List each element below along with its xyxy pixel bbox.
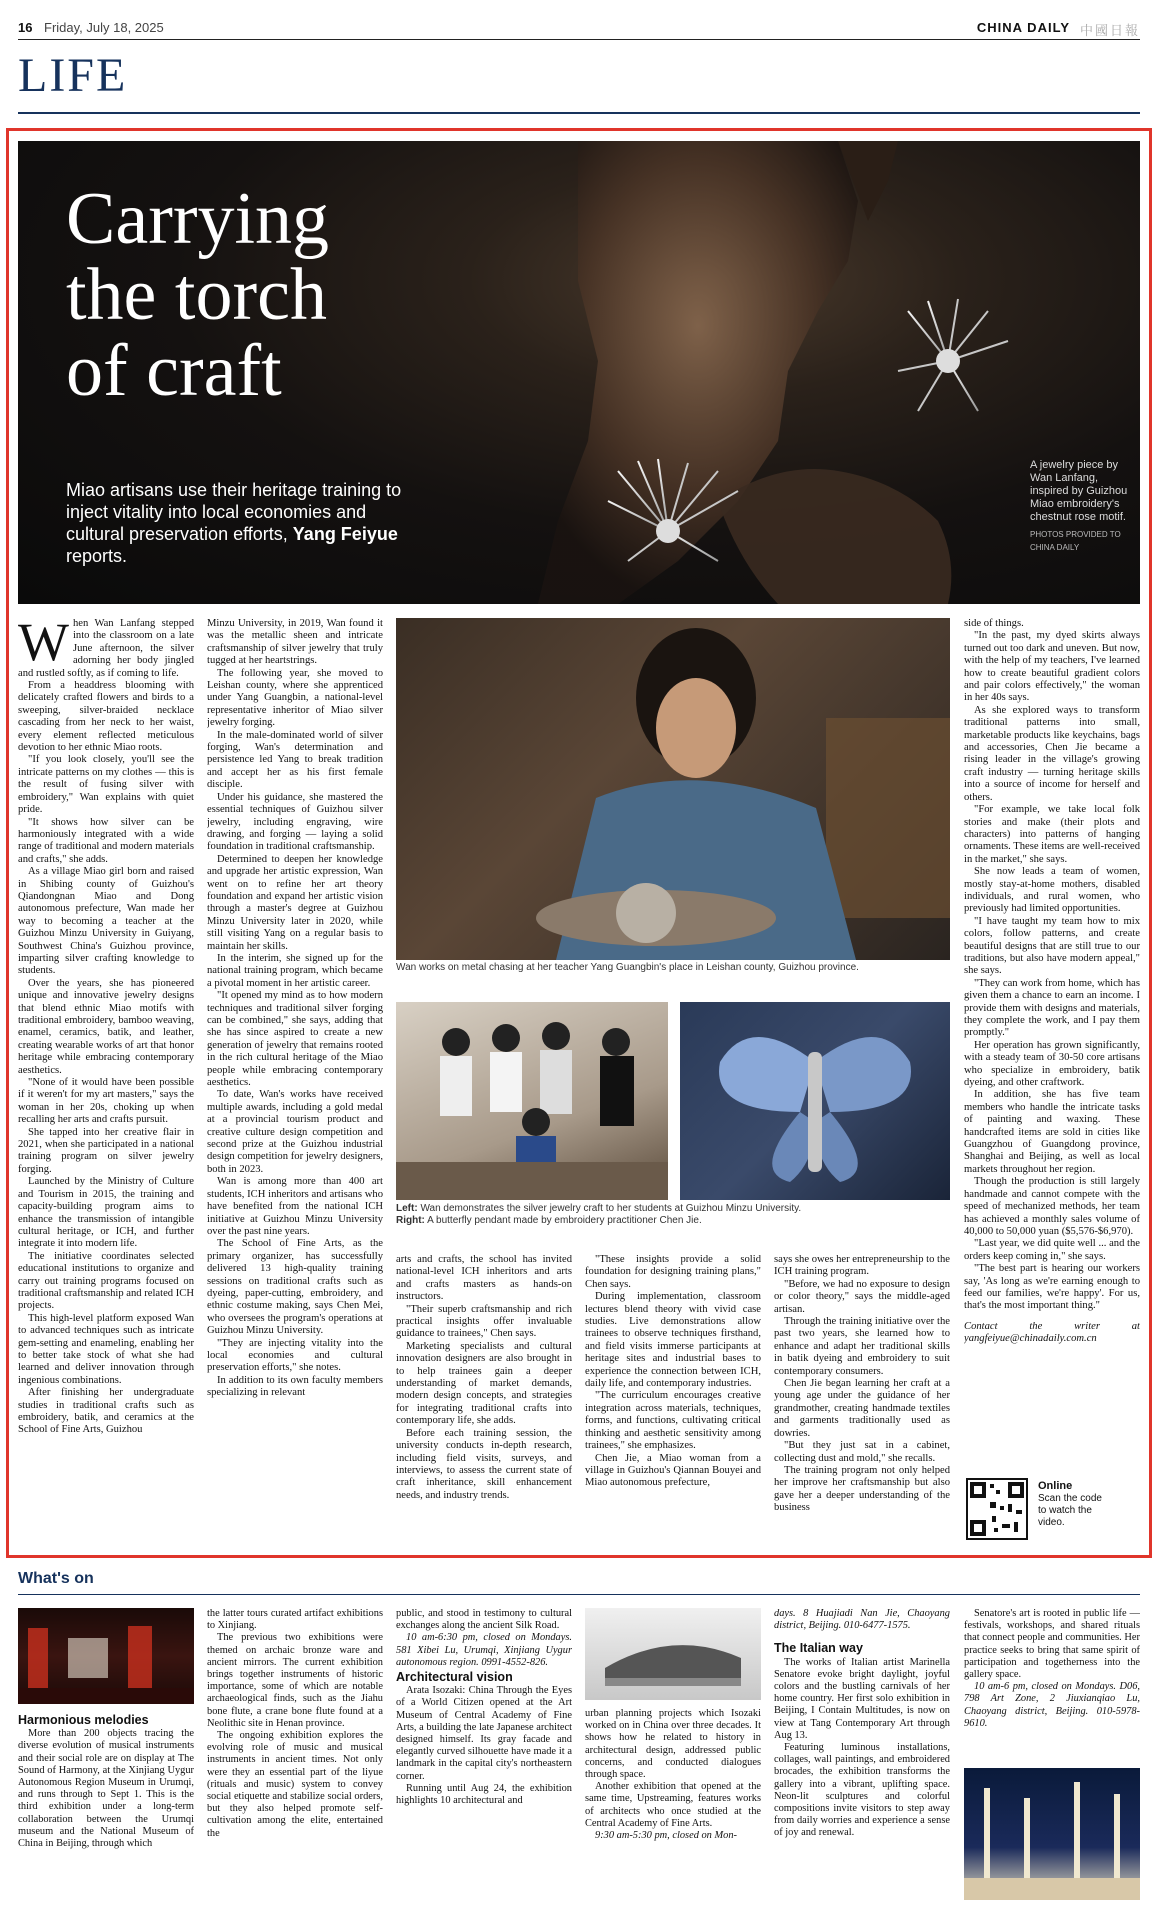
article-paragraph: "Last year, we did quite well ... and the orders keep coming in," she says. bbox=[964, 1238, 1140, 1262]
article-paragraph: "For example, we take local folk stories and make (their plots and characters) into patterns of hanging ornaments. These items are well-received in the market," she says. bbox=[964, 804, 1140, 865]
article-paragraph: From a headdress blooming with delicately crafted flowers and birds to a sweeping, silver-braided necklace cascading from her neck to her waist, every element reflected meticulous devotion to her ethnic Miao roots. bbox=[18, 680, 194, 754]
article-paragraph: arts and crafts, the school has invited national-level ICH inheritors and arts and crafts masters as hands-on instructors. bbox=[396, 1254, 572, 1303]
drop-cap: W bbox=[18, 618, 69, 672]
online-label: Online Scan the code to watch the video. bbox=[1038, 1480, 1102, 1528]
article-paragraph: The initiative coordinates selected educational institutions to organize and carry out training programs focused on traditional craftsmanship and related ICH projects. bbox=[18, 1250, 194, 1312]
article-paragraph: "These insights provide a solid foundation for designing training plans," Chen says. bbox=[585, 1254, 761, 1290]
article-paragraph: When Wan Lanfang stepped into the classroom on a late June afternoon, the silver adorning her body jingled and rustled softly, as if coming to life. bbox=[18, 618, 194, 679]
whats-on-column-4 bbox=[585, 1708, 761, 1904]
photo-architecture-illustration bbox=[585, 1608, 761, 1700]
section-rule bbox=[18, 112, 1140, 114]
whats-on-paragraph: the latter tours curated artifact exhibitions to Xinjiang. bbox=[207, 1608, 383, 1632]
page-header bbox=[18, 14, 1140, 40]
whats-on-column-6 bbox=[964, 1608, 1140, 1758]
photo-museum-illustration bbox=[18, 1608, 194, 1704]
whats-on-column-2 bbox=[207, 1608, 383, 1904]
headline bbox=[66, 178, 330, 412]
article-column-2 bbox=[207, 618, 383, 1546]
article-paragraph: Chen Jie, a Miao woman from a village in Guizhou's Qiannan Bouyei and Miao autonomous prefecture, bbox=[585, 1452, 761, 1489]
photo-credit: PHOTOS PROVIDED TO CHINA DAILY bbox=[1030, 530, 1121, 552]
article-column-1 bbox=[18, 618, 194, 1546]
article-paragraph: "I have taught my team how to mix colors, follow patterns, and create beautiful designs that are still true to our traditions, but also have modern appeal," she says. bbox=[964, 915, 1140, 977]
author-name: Yang Feiyue bbox=[292, 524, 398, 544]
paper-name: CHINA DAILY bbox=[976, 20, 1070, 35]
qr-code[interactable] bbox=[966, 1478, 1028, 1540]
article-paragraph: Marketing specialists and cultural innovation designers are also brought in to help trainees gain a deeper understanding of market demands, modern design concepts, and strategies for integrating traditional crafts into contemporary life, she adds. bbox=[396, 1340, 572, 1427]
article-paragraph: After finishing her undergraduate studies in traditional crafts such as embroidery, batik, and ceramics at the School of Fine Arts, Guizhou bbox=[18, 1387, 194, 1436]
hero-banner bbox=[18, 141, 1140, 604]
whats-on-details: 9:30 am-5:30 pm, closed on Mon- bbox=[595, 1830, 737, 1842]
whats-on-paragraph: urban planning projects which Isozaki worked on in China over three decades. It shows how he related to history in architectural design, addressed public concerns, and conducted dialogues through space. bbox=[585, 1708, 761, 1781]
whats-on-details: 10 am-6 pm, closed on Mondays. D06, 798 Art Zone, 2 Jiuxianqiao Lu, Chaoyang district, Beijing. 010-5978-9610. bbox=[964, 1681, 1140, 1729]
article-paragraph: Over the years, she has pioneered unique and innovative jewelry designs that blend ethnic Miao motifs with traditional embroidery, bamboo weaving, enamel, ceramics, batik, and leather, creating wearable works of art that honor heritage while embracing contemporary aesthetics. bbox=[18, 977, 194, 1076]
article-paragraph: says she owes her entrepreneurship to the ICH training program. bbox=[774, 1254, 950, 1278]
article-column-3 bbox=[396, 1254, 572, 1546]
article-paragraph: Launched by the Ministry of Culture and Tourism in 2015, the training and capacity-building program aims to enhance the transmission of intangible cultural heritage, or ICH, and further integrate it into modern life. bbox=[18, 1176, 194, 1250]
article-paragraph: Chen Jie began learning her craft at a young age under the guidance of her grandmother, creating handmade textiles and garments traditionally used as dowries. bbox=[774, 1378, 950, 1439]
photo-main-illustration bbox=[396, 618, 950, 960]
article-paragraph: In the interim, she signed up for the national training program, which became a pivotal moment in her artistic career. bbox=[207, 952, 383, 989]
photo-butterfly-pendant bbox=[680, 1002, 950, 1200]
whats-on-paragraph: More than 200 objects tracing the diverse evolution of musical instruments and their social role are on display at The Sound of Harmony, at the Xinjiang Uygur Autonomous Region Museum in Urumqi, and runs through to Sept 1. This is the third exhibition under a long-term collaboration between the Urumqi museum and the National Museum of China in Beijing, through which bbox=[18, 1728, 194, 1850]
article-paragraph: In addition to its own faculty members specializing in relevant bbox=[207, 1374, 383, 1399]
article-paragraph: The following year, she moved to Leishan county, where she apprenticed under Yang Guangbin, a national-level representative inheritor of Miao silver jewelry forging. bbox=[207, 667, 383, 729]
photo-butterfly-illustration bbox=[680, 1002, 950, 1200]
article-paragraph: The training program not only helped her improve her craftsmanship but also gave her a deeper understanding of the business bbox=[774, 1464, 950, 1514]
whats-on-paragraph: public, and stood in testimony to cultural exchanges along the ancient Silk Road. bbox=[396, 1608, 572, 1632]
deck bbox=[66, 479, 416, 567]
article-paragraph: Wan is among more than 400 art students, ICH inheritors and artisans who have benefited from the national ICH initiative at Guizhou Minzu University over the past nine years. bbox=[207, 1176, 383, 1237]
hero-caption-text: A jewelry piece by Wan Lanfang, inspired by Guizhou Miao embroidery's chestnut rose motif. bbox=[1030, 459, 1128, 523]
article-paragraph: "They can work from home, which has given them a chance to earn an income. I provide them with designs and materials, they complete the work, and I pay them promptly." bbox=[964, 977, 1140, 1039]
article-paragraph: "But they just sat in a cabinet, collecting dust and mold," she recalls. bbox=[774, 1440, 950, 1464]
photo-gallery bbox=[964, 1768, 1140, 1900]
whats-on-column-3 bbox=[396, 1608, 572, 1904]
paper-logo: 中國日報 bbox=[1079, 23, 1140, 38]
article-paragraph: "In the past, my dyed skirts always turned out too dark and uneven. But now, with the help of my teachers, I've learned how to create beautiful gradient colors and pair colors effectively," the woman in her 40s says. bbox=[964, 630, 1140, 704]
article-paragraph: "None of it would have been possible if it weren't for my art masters," says the woman in her 20s, choking up when recalling her arts and crafts pursuit. bbox=[18, 1077, 194, 1126]
article-paragraph: Her operation has grown significantly, with a steady team of 30-50 core artisans who specialize in embroidery, batik dyeing, and other craftwork. bbox=[964, 1039, 1140, 1089]
photo-museum bbox=[18, 1608, 194, 1704]
article-paragraph: As a village Miao girl born and raised in Shibing county of Guizhou's Qiandongnan Miao and Dong autonomous prefecture, Wan made her way to becoming a teacher at the Guizhou Minzu University in Guiyang, Southwest China's Guizhou province, imparting silver crafting knowledge to students. bbox=[18, 866, 194, 977]
deck-text: Miao artisans use their heritage training to inject vitality into local economies and cultural preservation efforts, bbox=[66, 480, 402, 544]
whats-on-column-5 bbox=[774, 1608, 950, 1904]
photo-students-illustration bbox=[396, 1002, 668, 1200]
photo-architecture bbox=[585, 1608, 761, 1700]
whats-on-paragraph: Another exhibition that opened at the same time, Upstreaming, features works of architects who once studied at the Central Academy of Fine Arts. bbox=[585, 1781, 761, 1829]
article-paragraph: As she explored ways to transform traditional patterns into small, marketable products like keychains, bags and accessories, Chen Jie became a rising leader in the village's growing craft industry — turning heritage skills into a source of income for herself and others. bbox=[964, 704, 1140, 803]
article-paragraph: To date, Wan's works have received multiple awards, including a gold medal at a provincial tourism product and creative culture design competition and second prize at the Guizhou industrial design competition for jewelry designers, both in 2023. bbox=[207, 1089, 383, 1175]
article-paragraph: "If you look closely, you'll see the intricate patterns on my clothes — this is the result of fusing silver with embroidery," Wan explains with quiet pride. bbox=[18, 754, 194, 816]
headline-line-1: Carrying bbox=[66, 178, 330, 260]
article-paragraph: "Before, we had no exposure to design or color theory," says the middle-aged artisan. bbox=[774, 1278, 950, 1315]
photo-main-caption: Wan works on metal chasing at her teacher Yang Guangbin's place in Leishan county, Guizhou province. bbox=[396, 962, 859, 973]
whats-on-heading: Architectural vision bbox=[396, 1670, 513, 1685]
headline-line-3: of craft bbox=[66, 330, 282, 412]
whats-on-paragraph: The previous two exhibitions were themed on archaic bronze ware and ancient mirrors. The current exhibition brings together instruments of historic importance, some of which are notable archaeological finds, such as the Jiahu bone flute, a crane bone flute found at a Neolithic site in Henan province. bbox=[207, 1632, 383, 1729]
whats-on-paragraph: The ongoing exhibition explores the evolving role of music and musical instruments in ancient times. Not only were they an essential part of the liyue (rituals and music) system to convey social etiquette and stabilize social orders, but they also helped promote self-cultivation among the elite, entertained the bbox=[207, 1730, 383, 1839]
whats-on-paragraph: Senatore's art is rooted in public life — festivals, workshops, and shared rituals that connect people and communities. Her practice seeks to bring that same spirit of participation and togetherness into the gallery space. bbox=[964, 1608, 1140, 1681]
photo-gallery-illustration bbox=[964, 1768, 1140, 1900]
article-paragraph: In the male-dominated world of silver forging, Wan's determination and persistence led Yang to break tradition and accept her as his first female disciple. bbox=[207, 729, 383, 791]
article-paragraph: "The curriculum encourages creative integration across materials, techniques, forms, and functions, cultivating critical thinking and aesthetic sensitivity among trainees," she emphasizes. bbox=[585, 1390, 761, 1452]
whats-on-paragraph: Featuring luminous installations, collages, wall paintings, and embroidered brocades, the exhibition transforms the gallery into a vibrant, uplifting space. Neon-lit sculptures and colorful compositions invite visitors to step away from daily worries and experience a sense of joy and renewal. bbox=[774, 1742, 950, 1839]
article-paragraph: During implementation, classroom lectures blend theory with vivid case studies. Live demonstrations allow trainees to observe techniques firsthand, and field visits immerse participants at heritage sites and industrial bases to experience the connection between ICH, daily life, and contemporary industries. bbox=[585, 1291, 761, 1390]
issue-date: Friday, July 18, 2025 bbox=[44, 20, 164, 35]
article-paragraph: "It opened my mind as to how modern techniques and traditional silver forging can be combined," she says, adding that she has since aspired to create a new generation of jewelry that remains rooted in the rich cultural heritage of the Miao people while embracing contemporary aesthetics. bbox=[207, 990, 383, 1089]
article-paragraph: Before each training session, the university conducts in-depth research, including field visits, surveys, and interviews, to assess the current state of craft inheritance, skill enhancement needs, and industry trends. bbox=[396, 1427, 572, 1501]
whats-on-heading: The Italian way bbox=[774, 1641, 863, 1656]
whats-on-paragraph: Arata Isozaki: China Through the Eyes of a World Citizen opened at the Art Museum of Central Academy of Fine Arts, a building the late Japanese architect designed himself. Its gray facade and elegantly curved silhouette have made it a landmark in the capital city's northeastern corner. bbox=[396, 1685, 572, 1782]
section-title: LIFE bbox=[18, 49, 128, 102]
article-paragraph: She now leads a team of women, mostly stay-at-home mothers, disabled individuals, and rural women, who previously had limited opportunities. bbox=[964, 866, 1140, 915]
whats-on-details: days. 8 Huajiadi Nan Jie, Chaoyang district, Beijing. 010-6477-1575. bbox=[774, 1608, 950, 1632]
article-paragraph: Though the production is still largely handmade and cannot compete with the speed of mechanized methods, her team has achieved a monthly sales volume of 40,000 to 50,000 yuan ($5,576-$6,970). bbox=[964, 1176, 1140, 1237]
whats-on-column-1 bbox=[18, 1712, 194, 1904]
article-paragraph: She tapped into her creative flair in 2021, when she participated in a national training program on silver jewelry forging. bbox=[18, 1126, 194, 1175]
article-paragraph: Determined to deepen her knowledge and upgrade her artistic expression, Wan went on to refine her art theory foundation and expand her artistic vision through a master's degree at Guizhou Minzu University later in 2020, while still visiting Yang on a regular basis to maintain her skills. bbox=[207, 853, 383, 952]
photo-students bbox=[396, 1002, 668, 1200]
headline-line-2: the torch bbox=[66, 254, 327, 336]
article-paragraph: "They are injecting vitality into the local economies and cultural preservation efforts," she notes. bbox=[207, 1337, 383, 1374]
whats-on-heading: Harmonious melodies bbox=[18, 1713, 149, 1727]
whats-on-rule bbox=[18, 1594, 1140, 1595]
article-column-5 bbox=[774, 1254, 950, 1546]
article-column-6 bbox=[964, 618, 1140, 1470]
article-paragraph: "Their superb craftsmanship and rich practical insights offer invaluable guidance to trainees," Chen says. bbox=[396, 1303, 572, 1340]
article-paragraph: Under his guidance, she mastered the essential techniques of Guizhou silver jewelry, including engraving, wire drawing, and forging — laying a solid foundation in traditional craftsmanship. bbox=[207, 791, 383, 853]
article-column-4 bbox=[585, 1254, 761, 1546]
article-paragraph: Through the training initiative over the past two years, she learned how to enhance and adapt her traditional skills in batik dyeing and embroidery to suit contemporary consumers. bbox=[774, 1316, 950, 1377]
whats-on-title: What's on bbox=[18, 1570, 94, 1587]
article-paragraph: In addition, she has five team members who handle the intricate tasks of painting and waxing. These handcrafted items are sold in cities like Guangzhou of Guangdong province, Shanghai and Beijing, as well as local markets throughout her region. bbox=[964, 1089, 1140, 1175]
photo-main bbox=[396, 618, 950, 960]
whats-on-paragraph: The works of Italian artist Marinella Senatore evoke bright daylight, joyful colors and the bustling carnivals of her home country. Her first solo exhibition in Beijing, I Contain Multitudes, is now on view at Tang Contemporary Art through Aug 13. bbox=[774, 1656, 950, 1741]
byline: Contact the writer at yangfeiyue@chinadaily.com.cn bbox=[964, 1320, 1140, 1345]
whats-on-details: 10 am-6:30 pm, closed on Mondays. 581 Xibei Lu, Urumqi, Xinjiang Uygur autonomous region. 0991-4552-826. bbox=[396, 1632, 572, 1668]
deck-end: reports. bbox=[66, 546, 128, 566]
photo-small-caption: Left: Wan demonstrates the silver jewelry craft to her students at Guizhou Minzu University. Right: A butterfly pendant made by embroidery practitioner Chen Jie. bbox=[396, 1203, 802, 1226]
hero-caption bbox=[1030, 459, 1130, 554]
article-paragraph: side of things. bbox=[964, 618, 1024, 629]
whats-on-paragraph: Running until Aug 24, the exhibition highlights 10 architectural and bbox=[396, 1782, 572, 1807]
article-paragraph: "It shows how silver can be harmoniously integrated with a wide range of traditional and modern materials and crafts," she adds. bbox=[18, 816, 194, 865]
article-paragraph: The School of Fine Arts, as the primary organizer, has successfully delivered 13 high-quality training sessions on traditional crafts such as dyeing, paper-cutting, embroidery, and ethnic costume making, says Chen Mei, who oversees the program's operations at Guizhou Minzu University. bbox=[207, 1238, 383, 1337]
qr-code-pattern bbox=[968, 1480, 1026, 1538]
article-paragraph: "The best part is hearing our workers say, 'As long as we're earning enough to feed our families, we're happy'. For us, that's the most important thing." bbox=[964, 1263, 1140, 1312]
article-paragraph: Minzu University, in 2019, Wan found it was the metallic sheen and intricate craftsmanship of silver jewelry that truly tugged at her heartstrings. bbox=[207, 618, 383, 667]
article-paragraph: This high-level platform exposed Wan to advanced techniques such as intricate gem-setting and enameling, enabling her to better take stock of what she had learned and deliver innovation through ingenious combinations. bbox=[18, 1312, 194, 1386]
page-number: 16 bbox=[18, 20, 33, 35]
